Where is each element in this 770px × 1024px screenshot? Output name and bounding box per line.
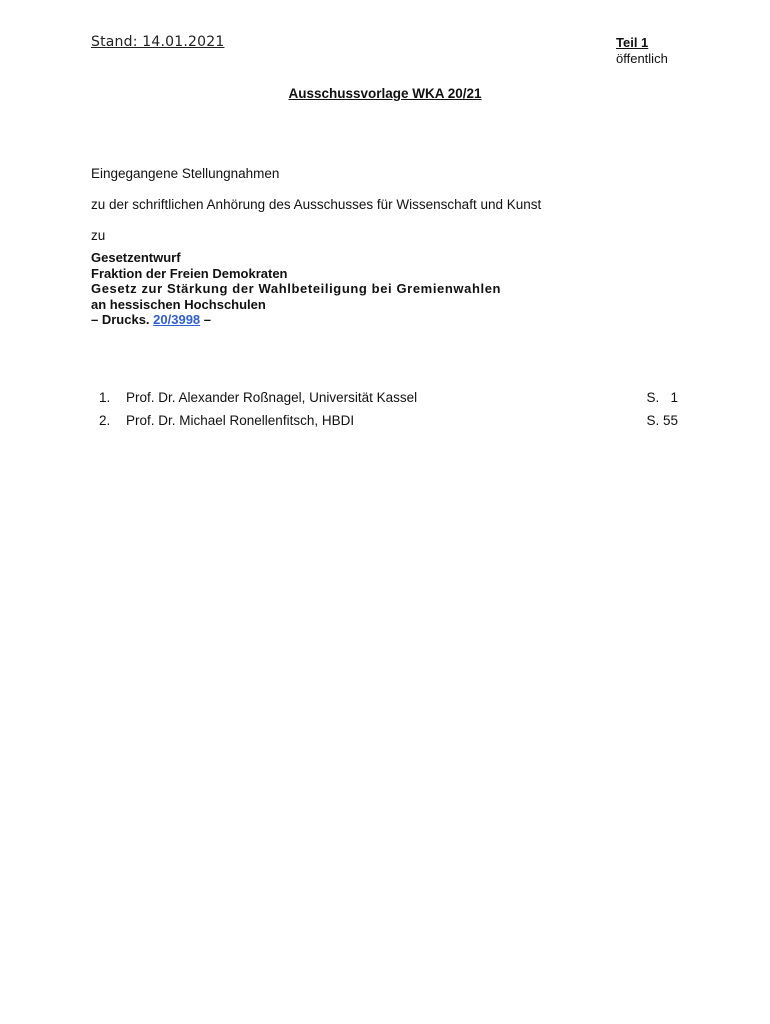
- visibility-label: öffentlich: [616, 51, 668, 66]
- subject-law-line-1: Gesetz zur Stärkung der Wahlbeteiligung bei Gremienwahlen: [91, 281, 502, 296]
- drucksache-line: [91, 312, 501, 328]
- list-item: [91, 390, 681, 408]
- subject-block: [91, 250, 501, 328]
- list-item-number: 2.: [99, 413, 111, 428]
- stand-date: Stand: 14.01.2021: [91, 34, 225, 50]
- intro-line-2: zu der schriftlichen Anhörung des Ausschusses für Wissenschaft und Kunst: [91, 197, 542, 212]
- intro-line-1: Eingegangene Stellungnahmen: [91, 166, 280, 181]
- drucksache-suffix: –: [203, 312, 212, 327]
- list-item-page: S. 55: [646, 413, 678, 428]
- list-item-number: 1.: [99, 390, 111, 405]
- subject-faction: Fraktion der Freien Demokraten: [91, 265, 288, 281]
- document-title: Ausschussvorlage WKA 20/21: [288, 86, 482, 101]
- intro-line-3: zu: [91, 228, 106, 243]
- subject-law-line-2: an hessischen Hochschulen: [91, 296, 266, 312]
- drucksache-link[interactable]: 20/3998: [153, 312, 201, 327]
- subject-type: Gesetzentwurf: [91, 250, 181, 265]
- drucksache-prefix: – Drucks.: [91, 312, 150, 327]
- list-item: [91, 413, 681, 431]
- list-item-author: Prof. Dr. Alexander Roßnagel, Universität Kassel: [126, 390, 418, 405]
- list-item-author: Prof. Dr. Michael Ronellenfitsch, HBDI: [126, 413, 355, 428]
- part-label: Teil 1: [616, 35, 649, 50]
- list-item-page: S. 1: [646, 390, 678, 405]
- part-block: [616, 35, 668, 67]
